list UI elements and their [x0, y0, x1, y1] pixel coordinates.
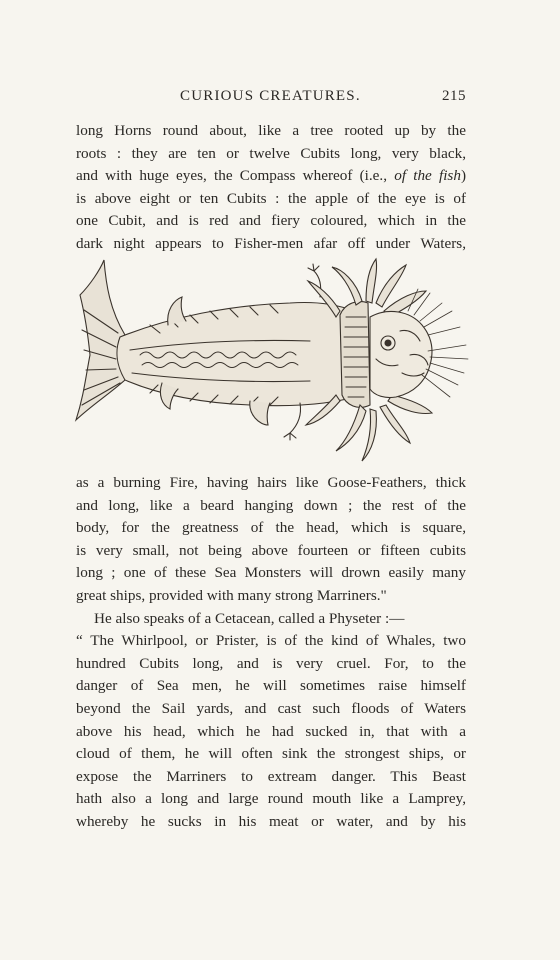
page-number: 215: [442, 88, 466, 104]
running-head: [76, 88, 466, 110]
text-line: whereby he sucks in his meat or water, and by his: [76, 812, 466, 830]
text-line: great ships, provided with many strong Marriners.": [76, 586, 387, 604]
running-title: CURIOUS CREATURES.: [180, 88, 361, 104]
text-line: is very small, not being above fourteen or fifteen cubits: [76, 541, 466, 559]
text-line: danger of Sea men, he will sometimes raise himself: [76, 677, 466, 695]
text-line: body, for the greatness of the head, which is square,: [76, 519, 466, 537]
text-line: and long, like a beard hanging down ; the rest of the: [76, 496, 466, 514]
text-line: roots : they are ten or twelve Cubits long, very black,: [76, 144, 466, 162]
italic-phrase: of the fish: [394, 167, 461, 185]
text-line: long ; one of these Sea Monsters will drown easily many: [76, 564, 466, 582]
paragraph-lower: [76, 472, 466, 834]
text-line: above his head, which he had sucked in, that with a: [76, 722, 466, 740]
text-line: as a burning Fire, having hairs like Goose-Feathers, thick: [76, 474, 466, 491]
paragraph-upper: [76, 120, 466, 256]
text-line: He also speaks of a Cetacean, called a Physeter :—: [94, 609, 405, 627]
text-segment: and with huge eyes, the Compass whereof (i.e.,: [76, 167, 388, 185]
close-paren: ): [460, 167, 466, 185]
text-line: is above eight or ten Cubits : the apple of the eye is of: [76, 189, 466, 207]
text-line: expose the Marriners to extream danger. This Beast: [76, 767, 466, 785]
text-line: hundred Cubits long, and is very cruel. For, to the: [76, 654, 466, 672]
text-line: beyond the Sail yards, and cast such floods of Waters: [76, 699, 466, 717]
text-line: dark night appears to Fisher-men afar off under Waters,: [76, 234, 466, 252]
text-line: hath also a long and large round mouth like a Lamprey,: [76, 790, 466, 808]
text-line: one Cubit, and is red and fiery coloured, which in the: [76, 212, 466, 230]
text-line: “ The Whirlpool, or Prister, is of the kind of Whales, two: [76, 632, 466, 650]
text-line: long Horns round about, like a tree rooted up by the: [76, 122, 466, 139]
text-line: cloud of them, he will often sink the strongest ships, or: [76, 745, 466, 763]
sea-monster-woodcut-icon: [70, 255, 470, 470]
text-line-with-italic: [76, 165, 466, 188]
